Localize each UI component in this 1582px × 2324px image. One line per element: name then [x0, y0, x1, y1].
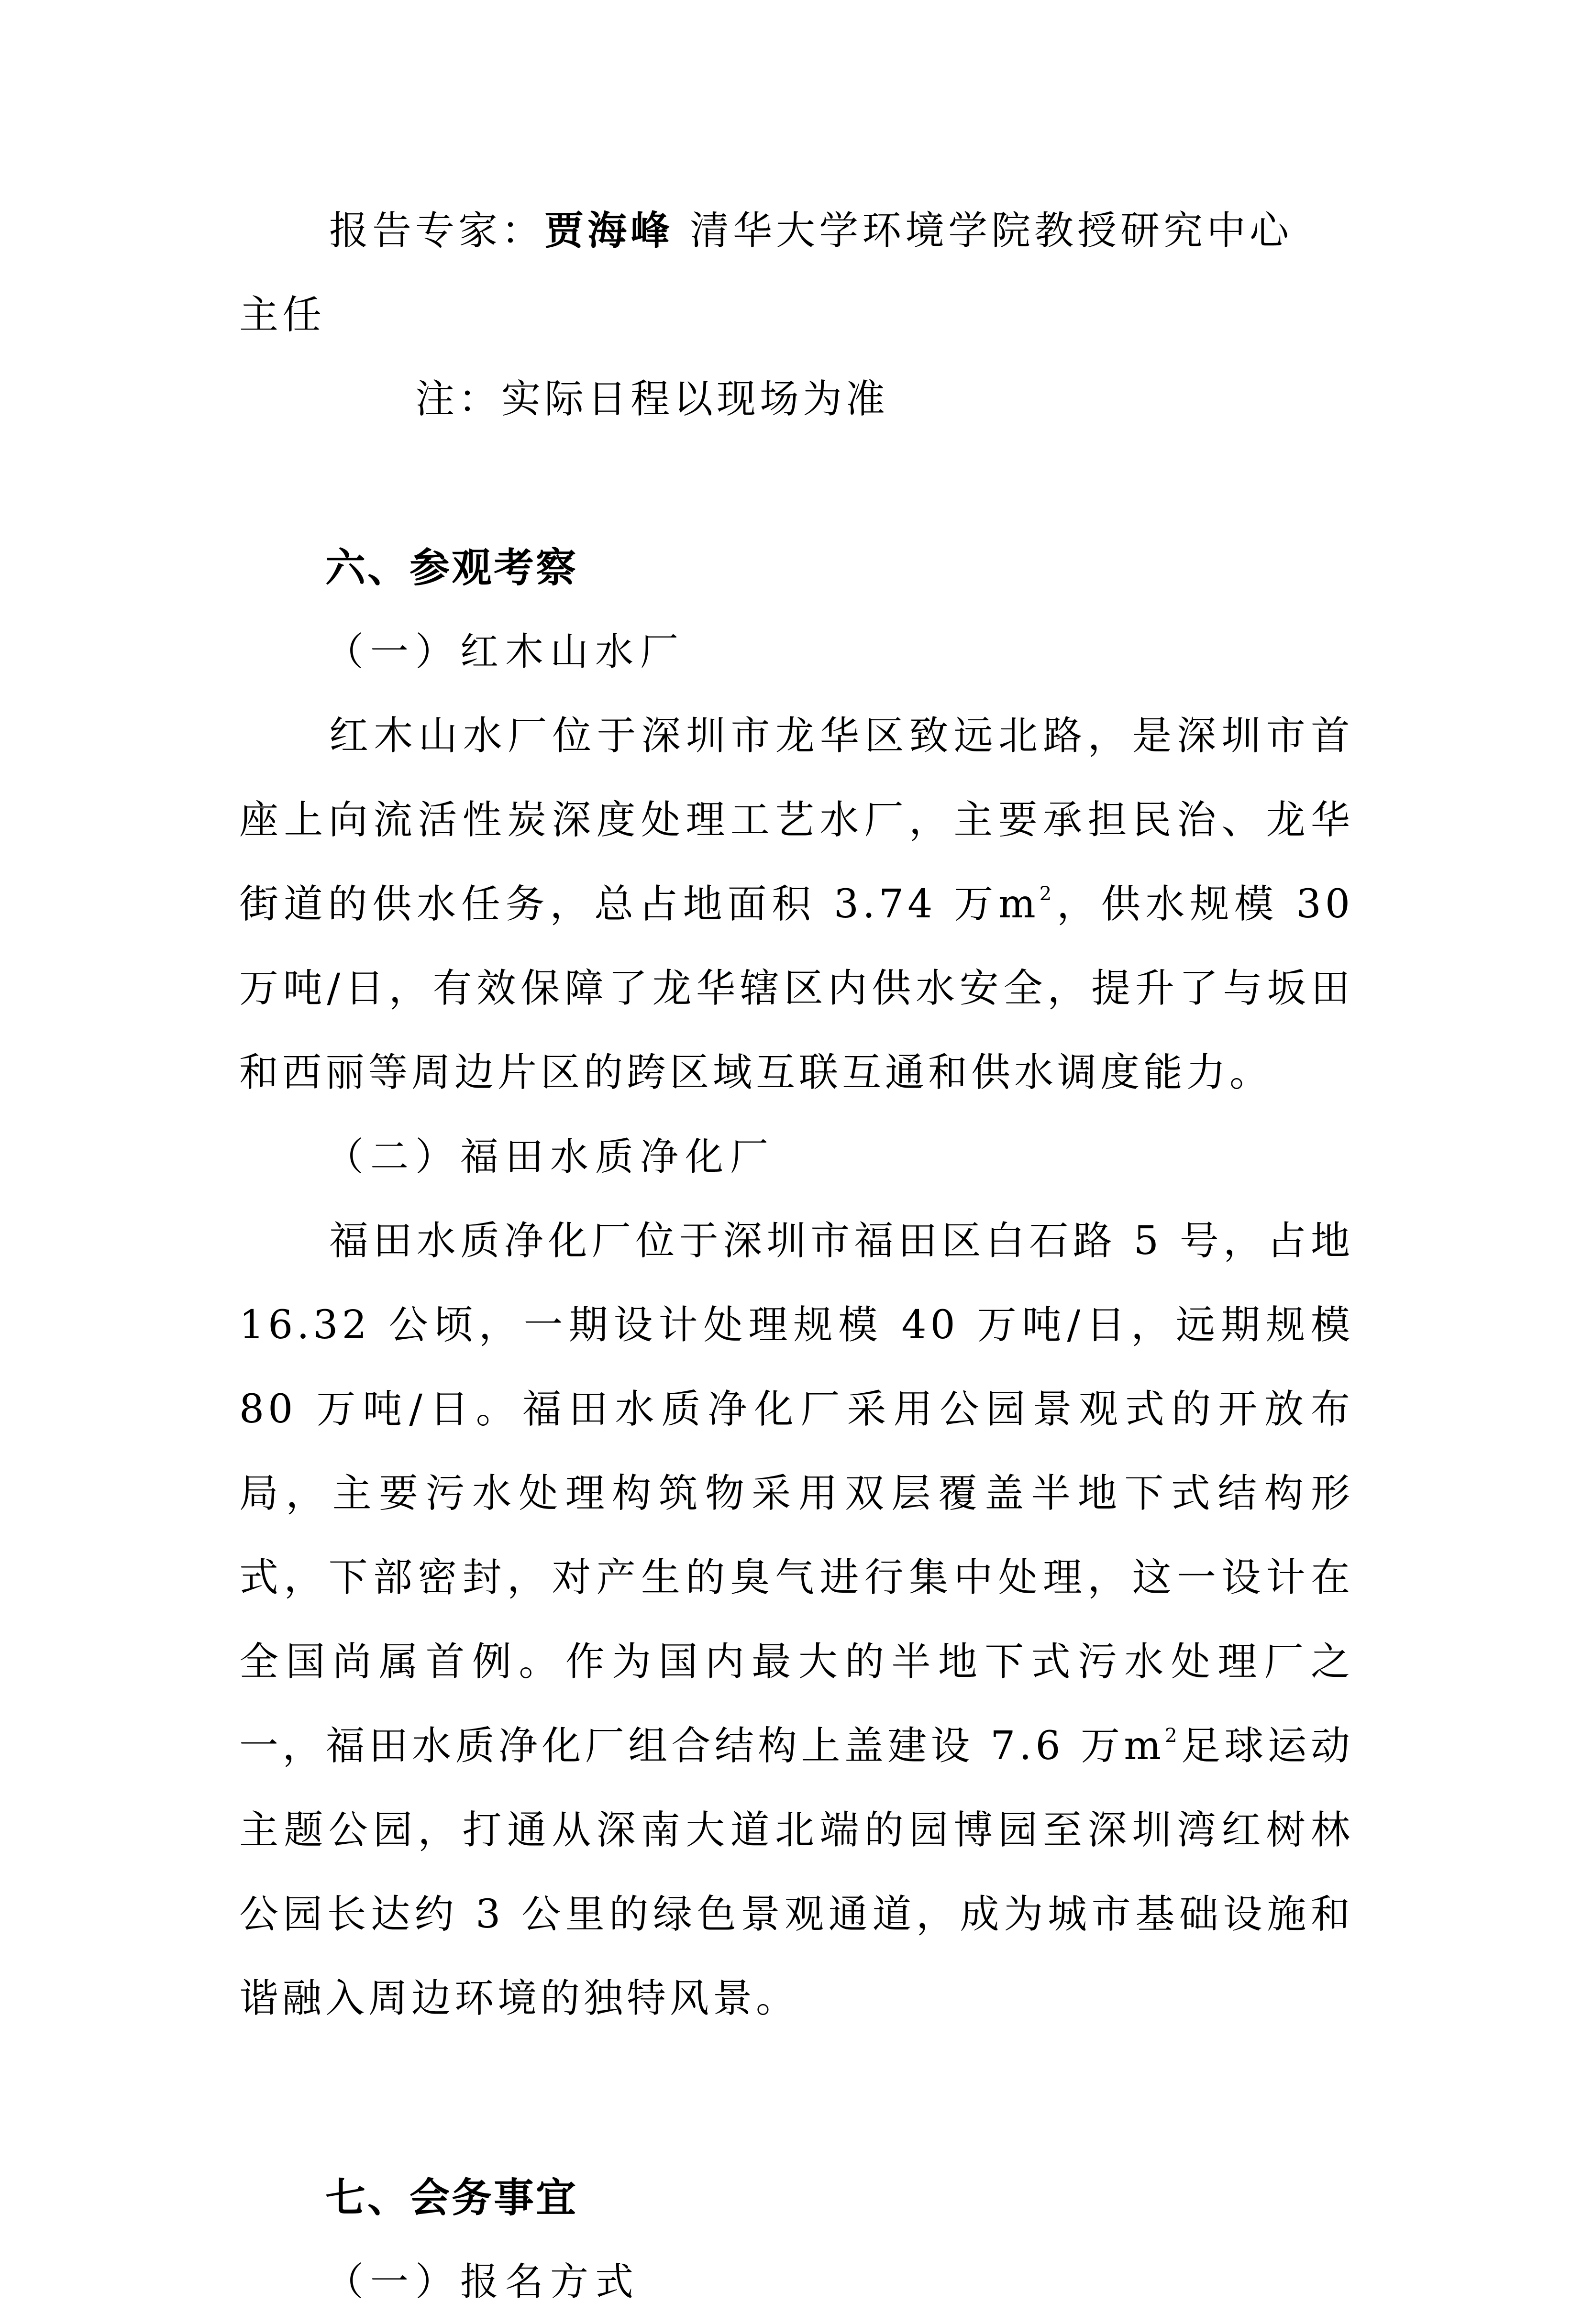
- hongmushan-text-cont: ，供水规模 30 万吨/日，有效保障了龙华辖区内供水安全，提升了与坂田和西丽等周边片区的跨区域互联互通和供水调度能力。: [239, 881, 1354, 1095]
- section-heading-visit: 六、参观考察: [325, 544, 578, 591]
- document-page: [239, 189, 1354, 2324]
- spacer: [239, 2041, 1354, 2156]
- report-expert-name: 贾海峰: [544, 208, 674, 253]
- futian-description: [239, 1199, 1354, 2041]
- report-expert-paragraph: [239, 189, 1354, 357]
- report-expert-title: 清华大学环境学院教授研究中心: [674, 208, 1293, 253]
- unit-superscript: 2: [1039, 883, 1056, 905]
- subsection-heading-registration: （一）报名方式: [325, 2259, 640, 2304]
- report-expert-label: 报告专家：: [329, 208, 545, 253]
- subsection-heading-futian: （二）福田水质净化厂: [325, 1134, 775, 1179]
- section-heading-conference-affairs: 七、会务事宜: [325, 2174, 578, 2221]
- schedule-note: 注：实际日程以现场为准: [415, 376, 889, 422]
- report-expert-title-cont: 主任: [239, 292, 326, 338]
- futian-text: 福田水质净化厂位于深圳市福田区白石路 5 号，占地16.32 公顷，一期设计处理规模 40 万吨/日，远期规模 80 万吨/日。福田水质净化厂采用公园景观式的开放布局，主要污水处理构筑物采用双层覆盖半地下式结构形式，下部密封，对产生的臭气进行集中处理，这一设计在全国尚属首例。作为国内最大的半地下式污水处理厂之一，福田水质净化厂组合结构上盖建设 7.6 万m: [239, 1218, 1354, 1769]
- unit-superscript: 2: [1165, 1725, 1181, 1747]
- futian-text-cont: 足球运动主题公园，打通从深南大道北端的园博园至深圳湾红树林公园长达约 3 公里的绿色景观通道，成为城市基础设施和谐融入周边环境的独特风景。: [239, 1723, 1354, 2021]
- hongmushan-description: [239, 694, 1354, 1115]
- hongmushan-text: 红木山水厂位于深圳市龙华区致远北路，是深圳市首座上向流活性炭深度处理工艺水厂，主要承担民治、龙华街道的供水任务，总占地面积 3.74 万m: [239, 713, 1354, 927]
- spacer: [239, 441, 1354, 526]
- subsection-heading-hongmushan: （一）红木山水厂: [325, 629, 685, 674]
